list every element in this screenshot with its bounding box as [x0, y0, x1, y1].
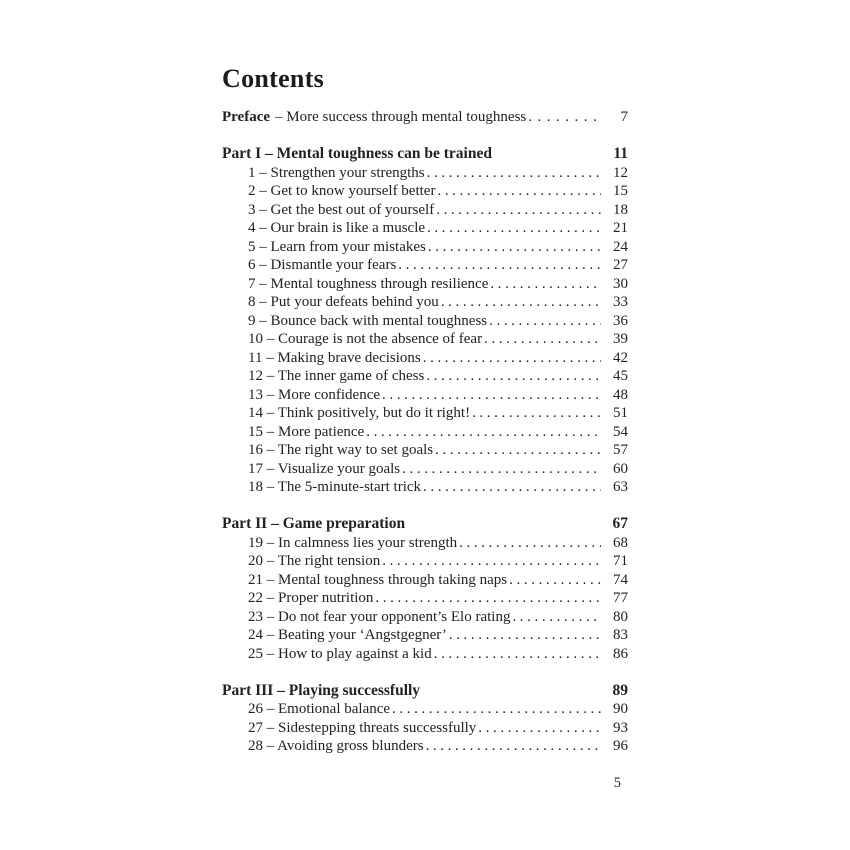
toc-entry-label: 10 – Courage is not the absence of fear — [248, 331, 483, 347]
toc-entry-label: 28 – Avoiding gross blunders — [248, 738, 424, 754]
toc-entry-label: 14 – Think positively, but do it right! — [248, 405, 471, 421]
toc-entry-label: 17 – Visualize your goals — [248, 460, 401, 477]
toc-entry — [248, 700, 628, 719]
toc-entry — [248, 293, 628, 312]
toc-dot-leader — [437, 182, 601, 201]
toc-dot-leader — [398, 256, 601, 275]
toc-entry — [248, 719, 628, 738]
toc-entry-label: 4 – Our brain is like a muscle — [248, 220, 426, 236]
toc-entry — [248, 608, 628, 627]
toc-entry-label: 5 – Learn from your mistakes — [248, 238, 426, 255]
toc-entry-page: 63 — [613, 479, 628, 495]
toc-entry-page: 45 — [613, 368, 628, 384]
toc-entry-label: 21 – Mental toughness through taking naps — [248, 571, 508, 588]
sections-container — [222, 145, 628, 756]
toc-entry — [248, 626, 628, 645]
toc-entry — [248, 423, 628, 442]
toc-dot-leader — [436, 201, 601, 220]
toc-dot-leader — [490, 275, 601, 294]
toc-dot-leader — [478, 719, 601, 738]
toc-entries — [222, 700, 628, 756]
toc-dot-leader — [382, 552, 601, 571]
toc-dot-leader — [402, 460, 601, 479]
toc-entry — [248, 589, 628, 608]
toc-dot-leader — [449, 626, 601, 645]
toc-entry-page: 21 — [613, 220, 628, 236]
toc-entry-page: 77 — [613, 590, 628, 606]
toc-entry — [248, 312, 628, 331]
toc-dot-leader — [428, 238, 601, 257]
toc-entry-label: 23 – Do not fear your opponent’s Elo rating — [248, 608, 511, 625]
toc-entry — [248, 534, 628, 553]
toc-entry-label: 1 – Strengthen your strengths — [248, 164, 425, 181]
toc-entry-label: 24 – Beating your ‘Angstgegner’ — [248, 627, 447, 643]
toc-entry-label: 26 – Emotional balance — [248, 701, 391, 717]
toc-dot-leader — [382, 386, 601, 405]
toc-dot-leader — [426, 737, 601, 756]
toc-entry-page: 24 — [613, 238, 628, 255]
toc-entry — [248, 552, 628, 571]
toc-entry-page: 83 — [613, 627, 628, 643]
toc-entry-page: 48 — [613, 386, 628, 403]
toc-entry-label: 7 – Mental toughness through resilience — [248, 275, 489, 292]
toc-entry-page: 18 — [613, 201, 628, 218]
part-heading — [222, 515, 628, 534]
toc-dot-leader — [423, 478, 601, 497]
toc-entry-label: 3 – Get the best out of yourself — [248, 201, 435, 218]
toc-entry-page: 27 — [613, 257, 628, 273]
toc-entries — [222, 164, 628, 497]
toc-entry — [248, 441, 628, 460]
toc-entry-label: 9 – Bounce back with mental toughness — [248, 312, 488, 329]
toc-entry-label: 8 – Put your defeats behind you — [248, 294, 439, 310]
toc-entry-page: 74 — [613, 571, 628, 588]
toc-entry-page: 15 — [613, 183, 628, 199]
toc-entry — [248, 201, 628, 220]
toc-dot-leader — [375, 589, 601, 608]
toc-dot-leader — [512, 608, 601, 627]
toc-entry-page: 36 — [613, 312, 628, 329]
toc-entry-page: 80 — [613, 608, 628, 625]
toc-entry — [248, 349, 628, 368]
toc-entry — [248, 737, 628, 756]
toc-entry-label: 27 – Sidestepping threats successfully — [248, 719, 477, 736]
toc-entry-page: 96 — [613, 738, 628, 754]
dot-leader — [528, 108, 601, 127]
toc-dot-leader — [434, 645, 601, 664]
toc-entry — [248, 460, 628, 479]
part-heading-page: 11 — [613, 145, 628, 162]
toc-dot-leader — [509, 571, 601, 590]
toc-entry-label: 13 – More confidence — [248, 386, 381, 403]
toc-entry-label: 11 – Making brave decisions — [248, 349, 421, 366]
part-heading — [222, 682, 628, 701]
part-heading-page: 89 — [612, 681, 628, 699]
folio-page-number: 5 — [613, 775, 621, 791]
toc-entry — [248, 386, 628, 405]
toc-dot-leader — [484, 330, 601, 349]
part-heading-label: Part II – Game preparation — [222, 515, 406, 532]
toc-entry-label: 19 – In calmness lies your strength — [248, 534, 458, 551]
toc-entries — [222, 534, 628, 664]
toc-entry-label: 18 – The 5-minute-start trick — [248, 479, 422, 495]
toc-dot-leader — [435, 441, 601, 460]
toc-dot-leader — [459, 534, 601, 553]
toc-entry-page: 71 — [613, 553, 628, 569]
toc-entry — [248, 275, 628, 294]
toc-entry — [248, 238, 628, 257]
toc-dot-leader — [392, 700, 601, 719]
toc-entry-label: 12 – The inner game of chess — [248, 368, 425, 384]
toc-entry-page: 54 — [613, 423, 628, 440]
toc-dot-leader — [427, 219, 601, 238]
part-heading-page: 67 — [612, 515, 628, 532]
toc-entry-page: 42 — [613, 349, 628, 366]
toc-entry-label: 15 – More patience — [248, 423, 365, 440]
toc-entry — [248, 367, 628, 386]
preface-title: – More success through mental toughness — [275, 109, 527, 125]
toc-entry-page: 33 — [613, 294, 628, 310]
toc-entry-page: 12 — [613, 164, 628, 181]
toc-entry-label: 16 – The right way to set goals — [248, 442, 434, 458]
toc-entry-page: 57 — [613, 442, 628, 458]
preface-label: Preface — [222, 109, 271, 125]
toc-dot-leader — [441, 293, 601, 312]
toc-entry-page: 90 — [613, 701, 628, 717]
toc-dot-leader — [366, 423, 601, 442]
part-section — [222, 682, 628, 756]
part-heading-label: Part I – Mental toughness can be trained — [222, 145, 492, 162]
toc-entry-page: 60 — [613, 460, 628, 477]
table-of-contents — [222, 64, 628, 793]
part-heading-label: Part III – Playing successfully — [222, 681, 421, 699]
toc-dot-leader — [489, 312, 601, 331]
toc-dot-leader — [472, 404, 601, 423]
preface-entry — [222, 108, 628, 127]
page-title: Contents — [222, 64, 325, 93]
toc-dot-leader — [427, 164, 601, 183]
toc-dot-leader — [426, 367, 601, 386]
toc-entry — [248, 404, 628, 423]
toc-entry-page: 39 — [613, 331, 628, 347]
toc-entry-label: 20 – The right tension — [248, 553, 381, 569]
toc-entry — [248, 330, 628, 349]
toc-entry-page: 86 — [613, 645, 628, 662]
toc-entry — [248, 182, 628, 201]
toc-entry — [248, 571, 628, 590]
toc-entry-label: 22 – Proper nutrition — [248, 590, 374, 606]
toc-entry-label: 6 – Dismantle your fears — [248, 257, 397, 273]
toc-entry — [248, 219, 628, 238]
toc-entry — [248, 256, 628, 275]
toc-entry-label: 25 – How to play against a kid — [248, 645, 432, 662]
toc-entry — [248, 164, 628, 183]
part-section — [222, 145, 628, 497]
part-heading — [222, 145, 628, 164]
toc-entry-page: 68 — [613, 534, 628, 551]
preface-page-number: 7 — [620, 109, 628, 125]
toc-entry-page: 30 — [613, 275, 628, 292]
toc-entry — [248, 645, 628, 664]
toc-entry-page: 51 — [613, 405, 628, 421]
toc-dot-leader — [423, 349, 601, 368]
part-section — [222, 515, 628, 663]
toc-entry-label: 2 – Get to know yourself better — [248, 183, 436, 199]
toc-entry — [248, 478, 628, 497]
toc-entry-page: 93 — [613, 719, 628, 736]
